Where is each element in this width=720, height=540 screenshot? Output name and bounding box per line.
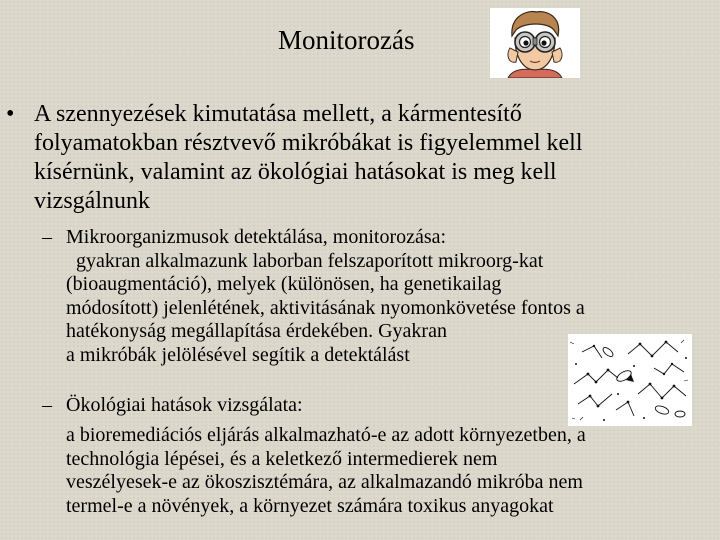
dash-marker: – [42, 226, 52, 248]
sub-bullet-line: veszélyesek-e az ökoszisztémára, az alkalmazandó mikróba nem [66, 471, 583, 493]
bullet-marker: • [6, 101, 15, 127]
sub-bullet-line: a bioremediációs eljárás alkalmazható-e az adott környezetben, a [66, 424, 586, 446]
microbes-sketch-icon [568, 334, 692, 426]
sub-bullet-line: technológia lépései, és a keletkező intermedierek nem [66, 447, 498, 470]
sub-bullet-line: hatékonyság megállapítása érdekében. Gyakran [66, 320, 447, 342]
main-bullet-line: vizsgálnunk [34, 188, 150, 214]
main-bullet-line: folyamatokban résztvevő mikróbákat is figyelemmel kell [34, 130, 583, 156]
sub-bullet-line: módosított) jelenlétének, aktivitásának nyomonkövetése fontos a [66, 296, 585, 319]
binoculars-face-icon [490, 8, 580, 78]
sub-bullet-line: a mikróbák jelölésével segítik a detektálást [66, 343, 410, 366]
sub-bullet-line: gyakran alkalmazunk laborban felszaporított mikroorg-kat [66, 249, 544, 272]
main-bullet-line: A szennyezések kimutatása mellett, a kármentesítő [34, 101, 522, 127]
sub-bullet-heading: Ökológiai hatások vizsgálata: [66, 394, 303, 416]
sub-bullet-body [66, 424, 696, 518]
slide-title: Monitorozás [278, 25, 415, 55]
sub-bullet-heading: Mikroorganizmusok detektálása, monitorozása: [66, 226, 447, 248]
main-bullet-text [34, 100, 699, 216]
dash-marker: – [42, 394, 52, 416]
sub-bullet-line: termel-e a növények, a környezet számára toxikus anyagokat [66, 494, 554, 517]
sub-bullet-line: (bioaugmentáció), melyek (különösen, ha genetikailag [66, 273, 502, 295]
main-bullet-line: kísérnünk, valamint az ökológiai hatásokat is meg kell [34, 159, 557, 185]
